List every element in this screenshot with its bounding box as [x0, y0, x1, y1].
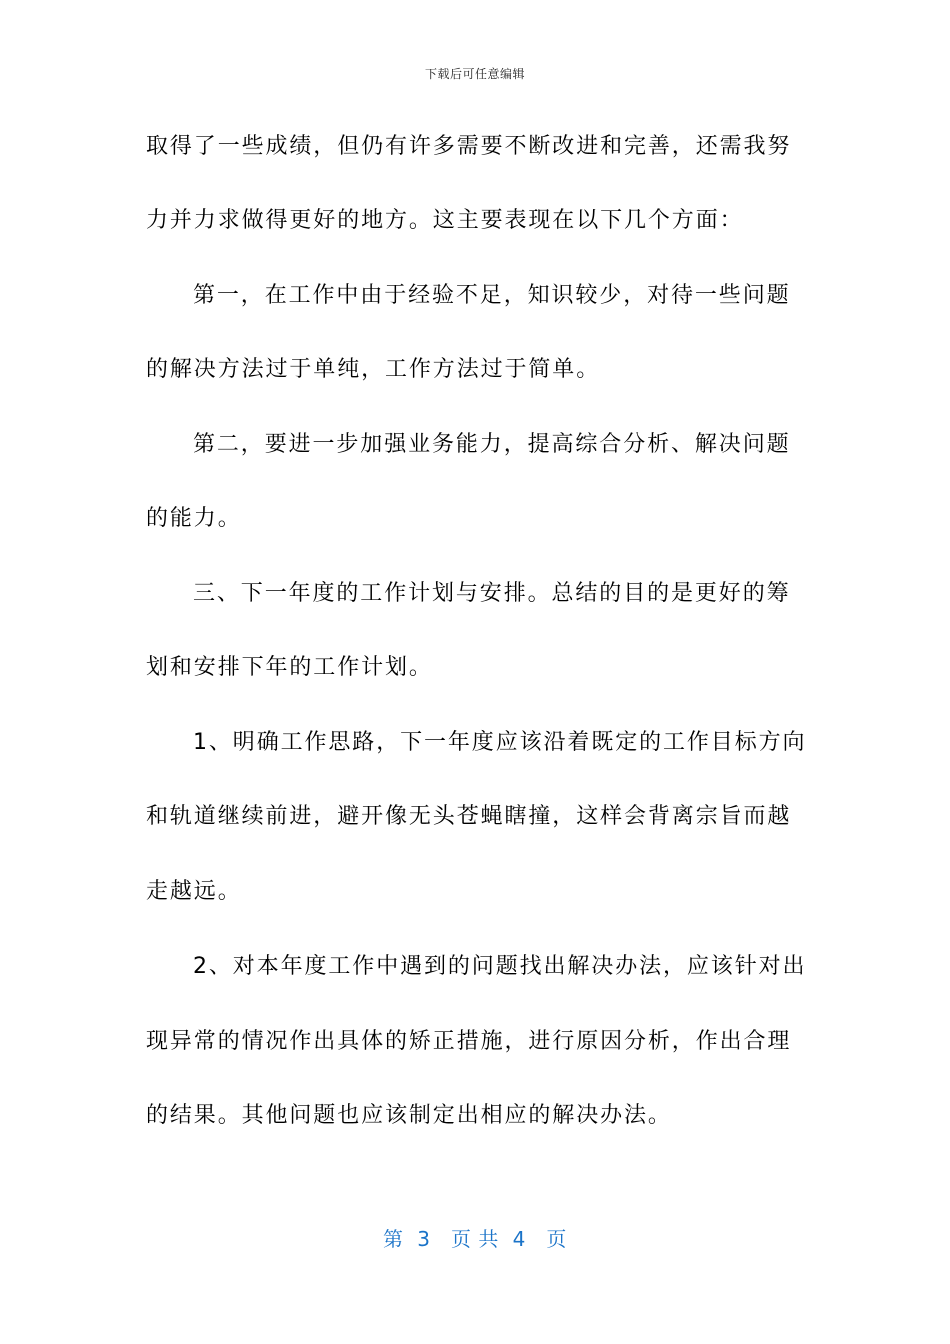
page-number-footer: 第 3 页 共 4 页: [383, 1227, 567, 1251]
paragraph-line: 第一，在工作中由于经验不足，知识较少，对待一些问题: [193, 283, 791, 308]
paragraph-line: 2、对本年度工作中遇到的问题找出解决办法，应该针对出: [193, 954, 807, 979]
paragraph-line: 取得了一些成绩，但仍有许多需要不断改进和完善，还需我努: [146, 134, 792, 159]
paragraph-line: 现异常的情况作出具体的矫正措施，进行原因分析，作出合理: [146, 1029, 792, 1054]
paragraph-line: 力并力求做得更好的地方。这主要表现在以下几个方面：: [146, 208, 744, 233]
paragraph-line: 走越远。: [146, 879, 242, 904]
paragraph-line: 1、明确工作思路，下一年度应该沿着既定的工作目标方向: [193, 730, 807, 755]
header-note: 下载后可任意编辑: [424, 67, 525, 81]
paragraph-line: 和轨道继续前进，避开像无头苍蝇瞎撞，这样会背离宗旨而越: [146, 804, 792, 829]
paragraph-line: 划和安排下年的工作计划。: [146, 655, 433, 680]
paragraph-line: 三、下一年度的工作计划与安排。总结的目的是更好的筹: [193, 581, 791, 606]
paragraph-line: 第二，要进一步加强业务能力，提高综合分析、解决问题: [193, 432, 791, 457]
paragraph-line: 的能力。: [146, 506, 242, 531]
paragraph-line: 的解决方法过于单纯，工作方法过于简单。: [146, 357, 601, 382]
paragraph-line: 的结果。其他问题也应该制定出相应的解决办法。: [146, 1103, 672, 1128]
